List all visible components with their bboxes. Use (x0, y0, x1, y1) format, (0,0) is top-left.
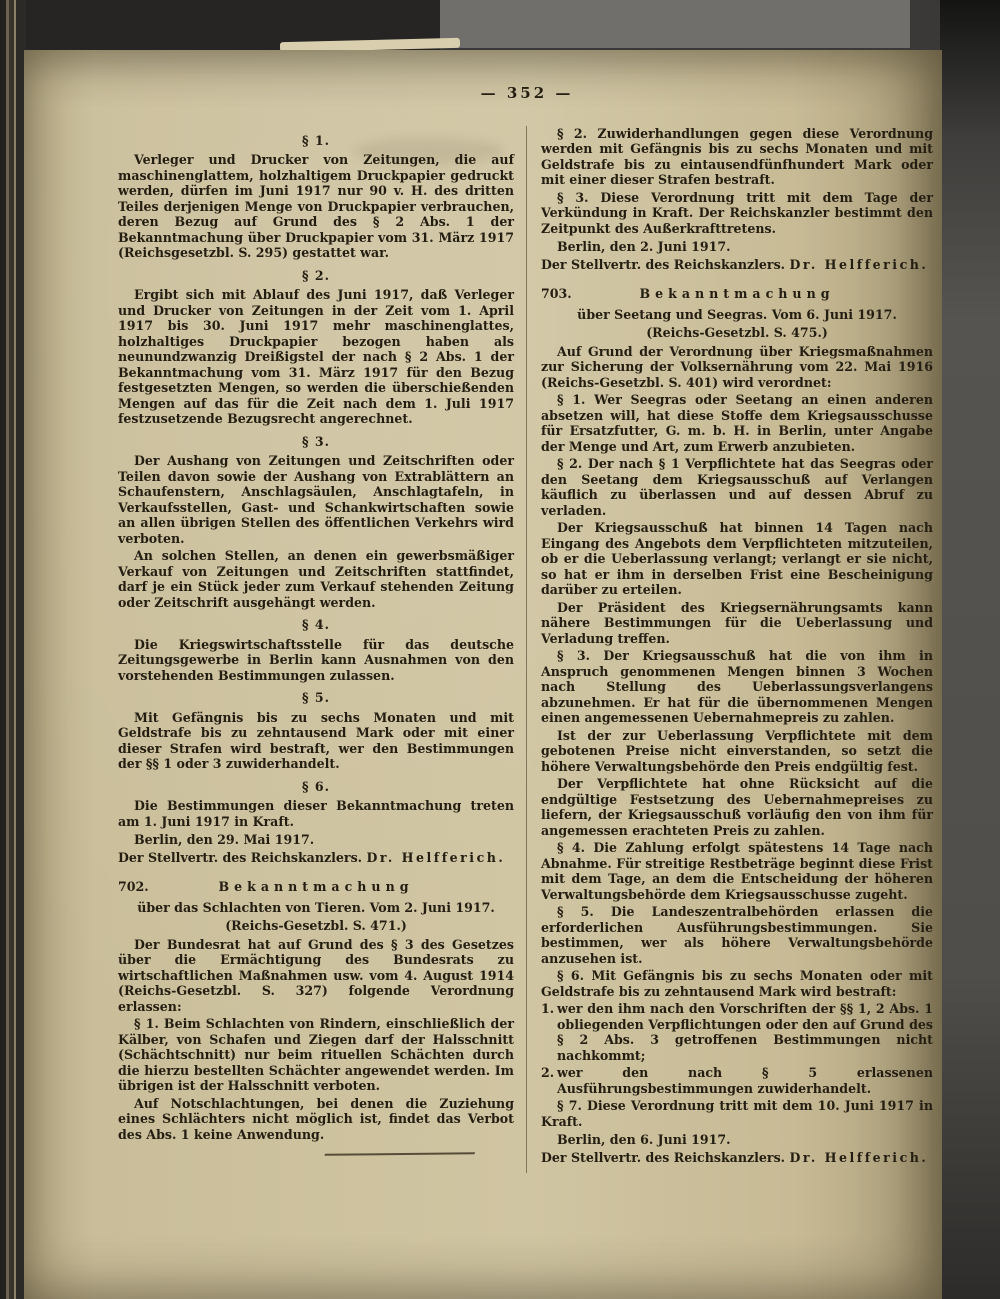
signature-line (541, 1150, 933, 1166)
paragraph: § 3. Diese Verordnung tritt mit dem Tage der Verkündung in Kraft. Der Reichskanzler bestimmt den Zeitpunkt des Außerkrafttretens. (541, 189, 933, 236)
section-heading: § 3. (301, 433, 331, 449)
list-item (541, 1001, 933, 1063)
section-heading: § 1. (301, 132, 331, 148)
book-right-shadow (940, 0, 1000, 1299)
column-layout (118, 126, 936, 1174)
scanner-bed-light (440, 0, 910, 48)
text-column (526, 126, 933, 1174)
paragraph: Auf Notschlachtungen, bei denen die Zuziehung eines Schlächters nicht möglich ist, findet das Verbot des Abs. 1 keine Anwendung. (118, 1095, 514, 1142)
section-heading: § 6. (301, 778, 331, 794)
subtitle: (Reichs-Gesetzbl. S. 475.) (646, 325, 828, 340)
section-heading: § 4. (301, 617, 331, 632)
dateline: Berlin, den 29. Mai 1917. (134, 832, 315, 847)
paragraph: Der Bundesrat hat auf Grund des § 3 des Gesetzes über die Ermächtigung des Bundesrats zu wirtschaftlichen Maßnahmen usw. vom 4. August 1914 (Reichs-Gesetzbl. S. 327) folgende Verordnung erlassen: (118, 936, 514, 1014)
paragraph: § 6. Mit Gefängnis bis zu sechs Monaten oder mit Geldstrafe bis zu zehntausend Mark wird bestraft: (541, 968, 933, 999)
announcement-title: Bekanntmachung (218, 879, 414, 894)
paragraph: § 2. Der nach § 1 Verpflichtete hat das Seegras oder den Seetang dem Kriegsausschuß auf Verlangen käuflich zu überlassen und auf dessen Abruf zu verladen. (541, 456, 933, 518)
text-column (118, 126, 514, 1174)
paragraph: An solchen Stellen, an denen ein gewerbsmäßiger Verkauf von Zeitungen und Zeitschriften stattfindet, darf je ein Stück jeder zum Verkauf stehenden Zeitung oder Zeitschrift ausgehängt werden. (118, 548, 514, 610)
paragraph: Die Kriegswirtschaftsstelle für das deutsche Zeitungsgewerbe in Berlin kann Ausnahmen von den vorstehenden Bestimmungen zulassen. (118, 636, 514, 683)
list-item-text: wer den ihm nach den Vorschriften der §§ 1, 2 Abs. 1 obliegenden Verpflichtungen oder den auf Grund des § 2 Abs. 3 getroffenen Bestimmungen nicht nachkommt; (557, 1001, 933, 1063)
list-item (541, 1065, 933, 1096)
printed-content (118, 80, 936, 1173)
paper-sheet (24, 50, 942, 1299)
subtitle: über Seetang und Seegras. Vom 6. Juni 1917. (577, 306, 897, 322)
signature-name: Dr. Helfferich. (789, 256, 929, 272)
announcement-heading (118, 879, 514, 895)
section-heading: § 5. (301, 690, 331, 705)
paragraph: Ist der zur Ueberlassung Verpflichtete mit dem gebotenen Preise nicht einverstanden, so setzt die höhere Verwaltungsbehörde den Preis endgültig fest. (541, 727, 933, 774)
signature-office: Der Stellvertr. des Reichskanzlers. (541, 1149, 786, 1165)
paragraph: § 4. Die Zahlung erfolgt spätestens 14 Tage nach Abnahme. Für streitige Restbeträge beginnt diese Frist mit dem Tage, an dem die Entscheidung der höheren Verwaltungsbehörde dem Kriegsausschusse zugeht. (541, 840, 933, 902)
paragraph: § 7. Diese Verordnung tritt mit dem 10. Juni 1917 in Kraft. (541, 1098, 933, 1129)
paragraph: Auf Grund der Verordnung über Kriegsmaßnahmen zur Sicherung der Volksernährung vom 22. Mai 1916 (Reichs-Gesetzbl. S. 401) wird verordnet: (541, 343, 933, 390)
announcement-title: Bekanntmachung (639, 286, 835, 301)
paragraph: Der Aushang von Zeitungen und Zeitschriften oder Teilen davon sowie der Aushang von Extrablättern an Schaufenstern, Anschlagsäulen, Anschlagtafeln, in Verkaufsstellen, Gast- und Schankwirtschaften sowie an allen übrigen Stellen des öffentlichen Verkehrs wird verboten. (118, 453, 514, 546)
dateline: Berlin, den 6. Juni 1917. (557, 1132, 731, 1147)
signature-office: Der Stellvertr. des Reichskanzlers. (541, 256, 786, 272)
paragraph: § 1. Wer Seegras oder Seetang an einen anderen absetzen will, hat diese Stoffe dem Kriegsausschusse für Ersatzfutter, G. m. b. H. in Berlin, unter Angabe der Menge und Art, zum Erwerb anzubieten. (541, 392, 933, 454)
signature-line (541, 257, 933, 273)
signature-line (118, 850, 514, 866)
paragraph: § 3. Der Kriegsausschuß hat die von ihm in Anspruch genommenen Mengen binnen 3 Wochen nach Stellung des Ueberlassungsverlangens abzunehmen. Er hat für die übernommenen Mengen einen angemessenen Uebernahmepreis zu zahlen. (541, 648, 933, 725)
paragraph: Mit Gefängnis bis zu sechs Monaten und mit Geldstrafe bis zu zehntausend Mark oder mit einer dieser Strafen wird bestraft, wer den Bestimmungen der §§ 1 oder 3 zuwiderhandelt. (118, 709, 514, 771)
paragraph: § 1. Beim Schlachten von Rindern, einschließlich der Kälber, von Schafen und Ziegen darf der Halsschnitt (Schächtschnitt) nur beim rituellen Schächten durch die hierzu bestellten Schächter angewendet werden. Im übrigen ist der Halsschnitt verboten. (118, 1016, 514, 1093)
paragraph: § 2. Zuwiderhandlungen gegen diese Verordnung werden mit Gefängnis bis zu sechs Monaten und mit Geldstrafe bis zu eintausendfünfhundert Mark oder mit einer dieser Strafen bestraft. (541, 125, 933, 187)
paragraph: Der Kriegsausschuß hat binnen 14 Tagen nach Eingang des Angebots dem Verpflichteten mitzuteilen, ob er die Ueberlassung verlangt; verlangt er sie nicht, so hat er ihm in derselben Frist eine Bescheinigung darüber zu erteilen. (541, 520, 933, 597)
list-item-number: 2. (541, 1065, 555, 1080)
signature-office: Der Stellvertr. des Reichskanzlers. (118, 849, 363, 865)
announcement-number: 702. (118, 879, 149, 894)
paragraph: Der Verpflichtete hat ohne Rücksicht auf die endgültige Festsetzung des Uebernahmepreises zu liefern, der Kriegsausschuß vorläufig den von ihm für angemessen erachteten Preis zu zahlen. (541, 776, 933, 838)
list-item-text: wer den nach § 5 erlassenen Ausführungsbestimmungen zuwiderhandelt. (557, 1065, 933, 1096)
ink-flourish (324, 1144, 477, 1156)
paragraph: § 5. Die Landeszentralbehörden erlassen die erforderlichen Ausführungsbestimmungen. Sie bestimmen, wer als höhere Verwaltungsbehörde anzusehen ist. (541, 904, 933, 966)
dateline: Berlin, den 2. Juni 1917. (557, 239, 731, 254)
paragraph: Verleger und Drucker von Zeitungen, die auf maschinenglattem, holzhaltigem Druckpapier gedruckt werden, dürfen im Juni 1917 nur 90 v. H. des dritten Teiles derjenigen Menge von Druckpapier verbrauchen, deren Bezug auf Grund des § 2 Abs. 1 der Bekanntmachung über Druckpapier vom 31. März 1917 (Reichsgesetzbl. S. 295) gestattet war. (118, 152, 514, 260)
page-number: — 352 — (480, 84, 574, 102)
section-heading: § 2. (301, 267, 331, 283)
announcement-heading (541, 286, 933, 302)
paragraph: Ergibt sich mit Ablauf des Juni 1917, daß Verleger und Drucker von Zeitungen in der Zeit vom 1. April 1917 bis 30. Juni 1917 mehr maschinenglattes, holzhaltiges Druckpapier bezogen haben als neunundzwanzig Dreißigstel der nach § 2 Abs. 1 der Bekanntmachung vom 31. März 1917 für den Bezug festgesetzten Mengen, so werden die überschießenden Mengen auf das für die Zeit nach dem 1. Juli 1917 festzusetzende Bezugsrecht angerechnet. (118, 287, 514, 426)
list-item-number: 1. (541, 1001, 555, 1016)
announcement-number: 703. (541, 286, 572, 301)
book-left-page-edges (0, 0, 26, 1299)
subtitle: (Reichs-Gesetzbl. S. 471.) (225, 918, 407, 933)
signature-name: Dr. Helfferich. (789, 1149, 929, 1165)
subtitle: über das Schlachten von Tieren. Vom 2. Juni 1917. (137, 899, 495, 915)
paragraph: Der Präsident des Kriegsernährungsamts kann nähere Bestimmungen für die Ueberlassung und Verladung treffen. (541, 599, 933, 646)
signature-name: Dr. Helfferich. (366, 849, 506, 865)
paragraph: Die Bestimmungen dieser Bekanntmachung treten am 1. Juni 1917 in Kraft. (118, 798, 514, 829)
